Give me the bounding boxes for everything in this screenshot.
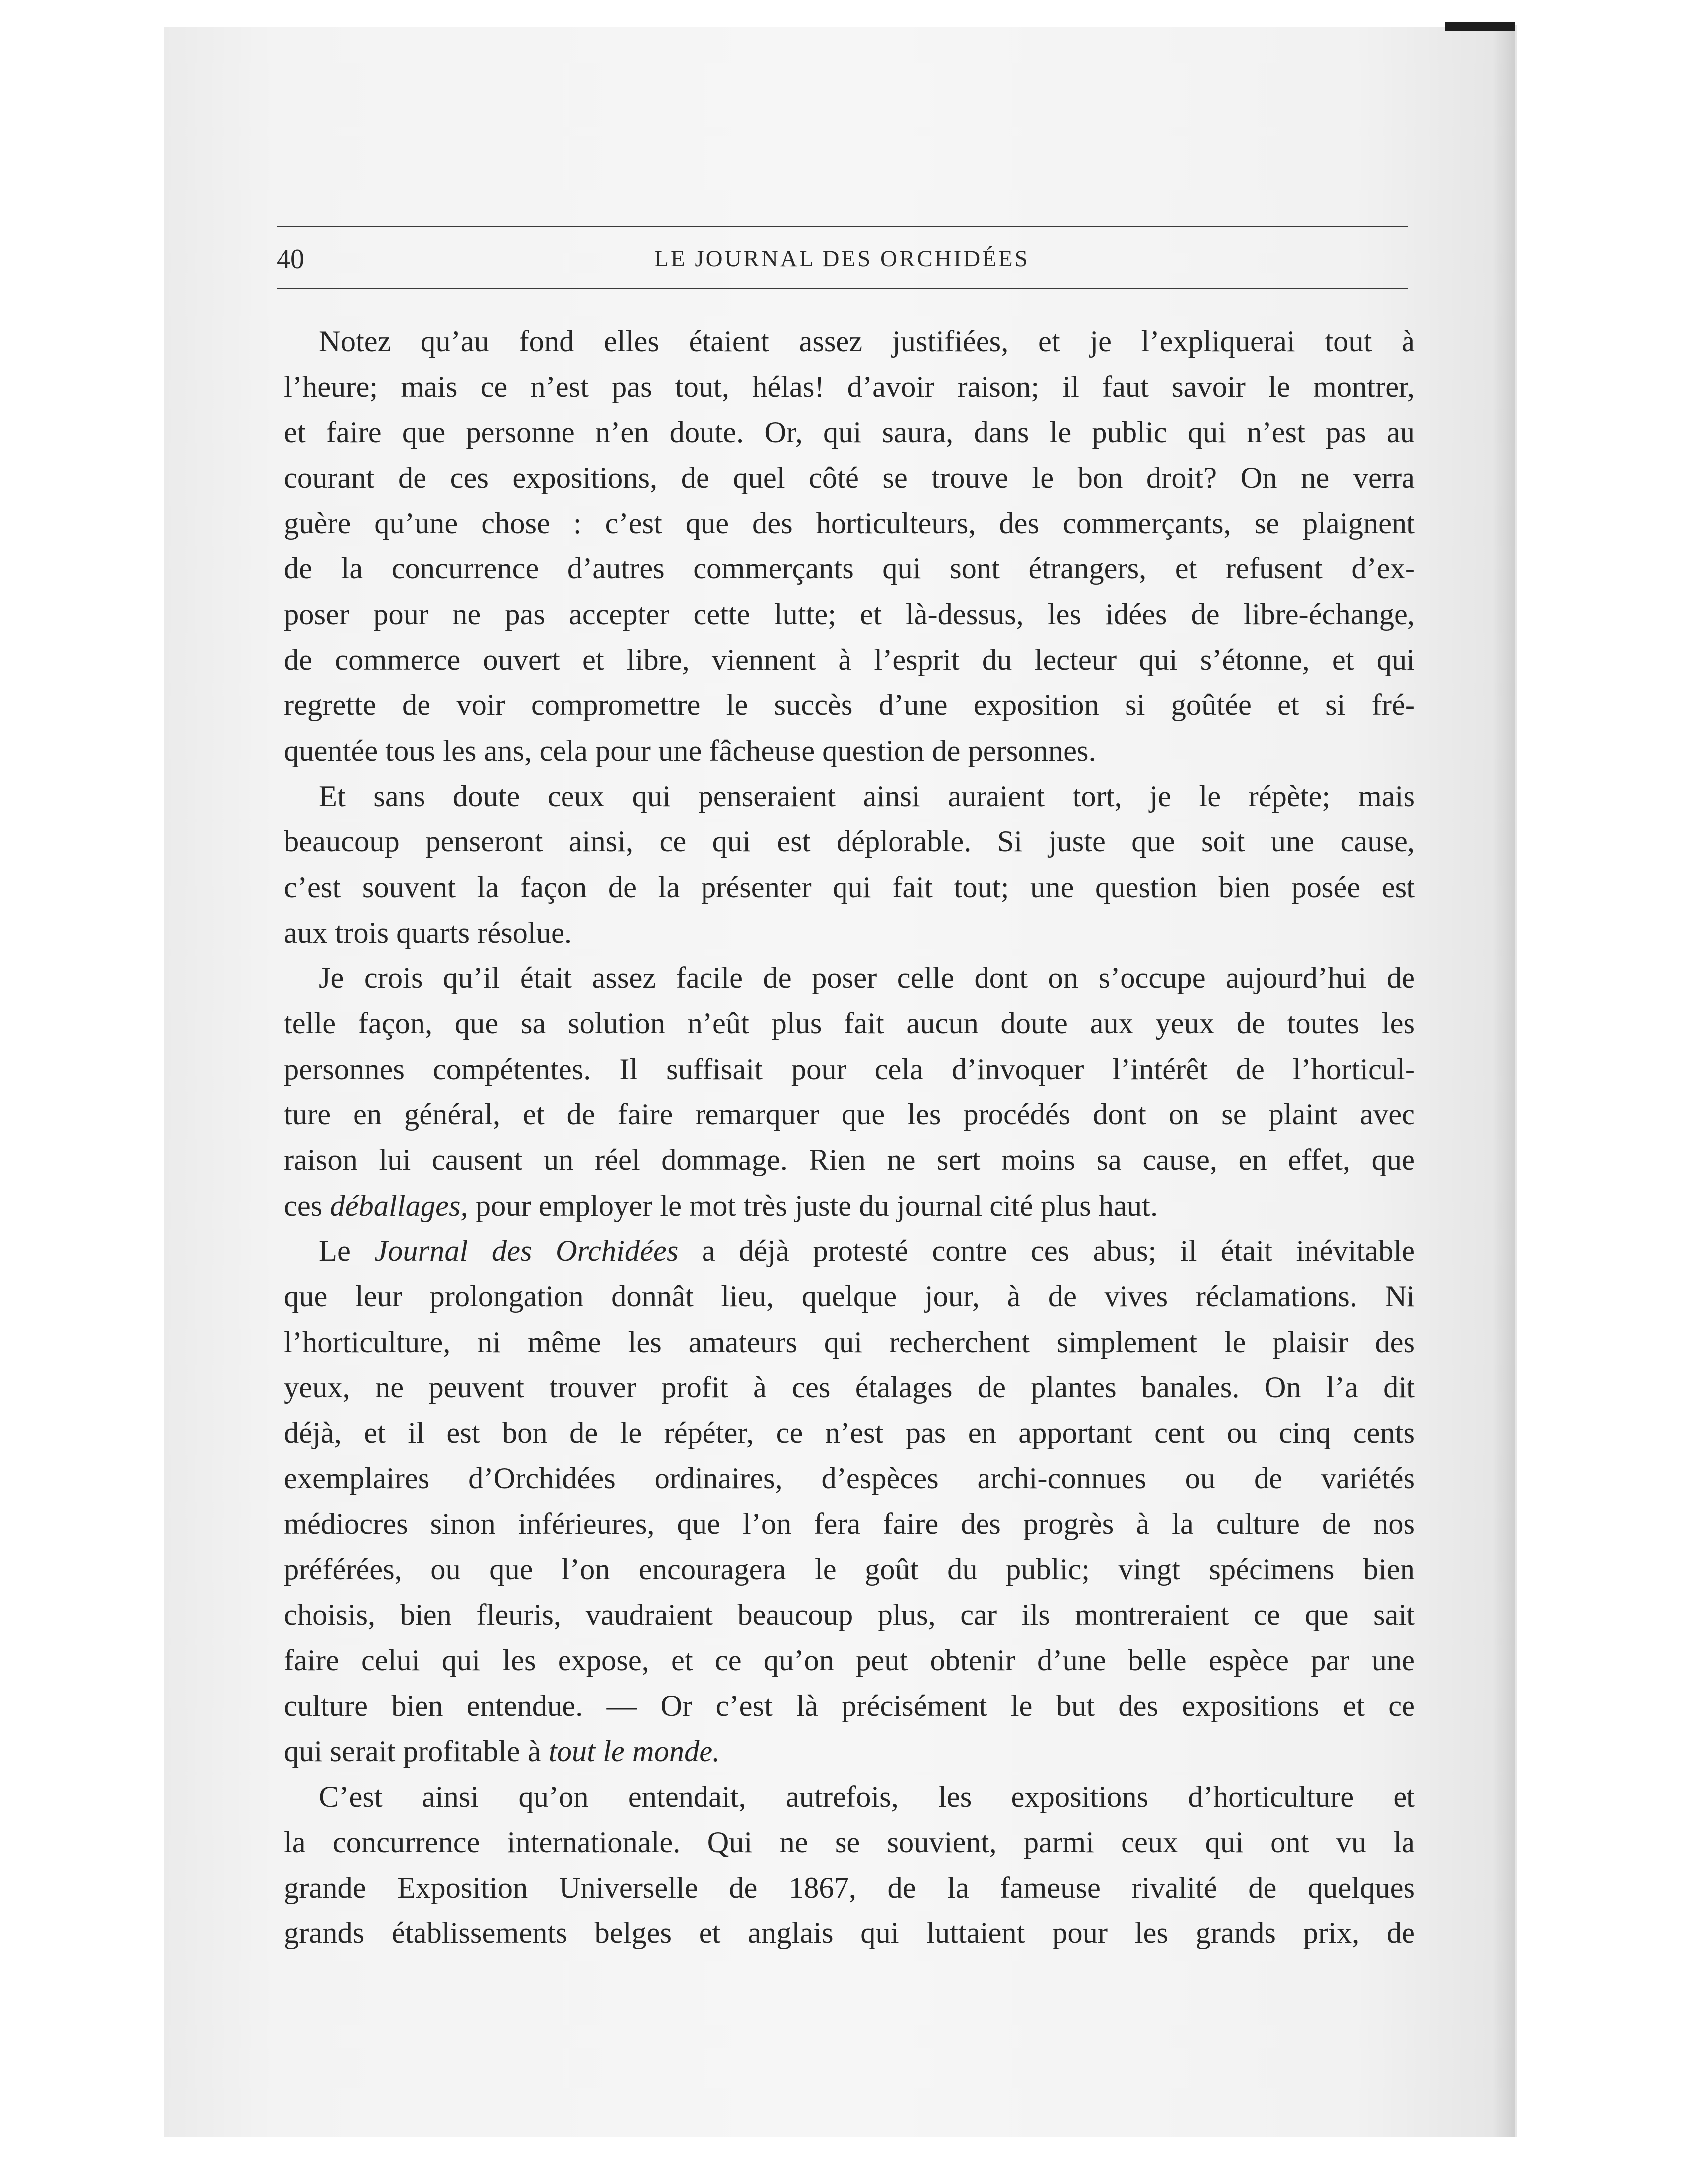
- text-line: raison lui causent un réel dommage. Rien ne sert moins sa cause, en effet, que: [284, 1143, 1415, 1177]
- text-line: la concurrence internationale. Qui ne se souvient, parmi ceux qui ont vu la: [284, 1825, 1415, 1859]
- text-line: faire celui qui les expose, et ce qu’on peut obtenir d’une belle espèce par une: [284, 1643, 1415, 1677]
- text-run: Le: [319, 1234, 375, 1268]
- text-line: ture en général, et de faire remarquer que les procédés dont on se plaint avec: [284, 1098, 1415, 1132]
- italic-term: déballages,: [330, 1189, 468, 1223]
- text-line: regrette de voir compromettre le succès d’une exposition si goûtée et si fré-: [284, 688, 1415, 722]
- text-line: médiocres sinon inférieures, que l’on fera faire des progrès à la culture de nos: [284, 1507, 1415, 1541]
- text-run: pour employer le mot très juste du journal cité plus haut.: [468, 1189, 1158, 1223]
- text-line: l’horticulture, ni même les amateurs qui recherchent simplement le plaisir des: [284, 1325, 1415, 1359]
- text-line: [284, 1183, 1415, 1228]
- text-line: déjà, et il est bon de le répéter, ce n’est pas en apportant cent ou cinq cents: [284, 1416, 1415, 1450]
- text-line: l’heure; mais ce n’est pas tout, hélas! d’avoir raison; il faut savoir le montrer,: [284, 370, 1415, 404]
- italic-title: Journal des Orchidées: [374, 1234, 679, 1268]
- text-line: guère qu’une chose : c’est que des horticulteurs, des commerçants, se plaignent: [284, 507, 1415, 541]
- text-line: poser pour ne pas accepter cette lutte; et là-dessus, les idées de libre-échange,: [284, 597, 1415, 631]
- scan-edge-mark: [1445, 22, 1515, 31]
- text-line: exemplaires d’Orchidées ordinaires, d’espèces archi-connues ou de variétés: [284, 1462, 1415, 1496]
- body-text: [284, 319, 1415, 1956]
- text-line: choisis, bien fleuris, vaudraient beaucoup plus, car ils montreraient ce que sait: [284, 1598, 1415, 1632]
- text-line: courant de ces expositions, de quel côté se trouve le bon droit? On ne verra: [284, 461, 1415, 495]
- text-line: c’est souvent la façon de la présenter qui fait tout; une question bien posée est: [284, 870, 1415, 904]
- text-line: que leur prolongation donnât lieu, quelque jour, à de vives réclamations. Ni: [284, 1280, 1415, 1314]
- text-line: grands établissements belges et anglais qui luttaient pour les grands prix, de: [284, 1916, 1415, 1950]
- italic-term: tout le monde.: [548, 1735, 720, 1769]
- page-number: 40: [277, 244, 304, 274]
- text-line: et faire que personne n’en doute. Or, qui saura, dans le public qui n’est pas au: [284, 415, 1415, 449]
- header-rule-bottom: [277, 288, 1408, 289]
- text-line: yeux, ne peuvent trouver profit à ces étalages de plantes banales. On l’a dit: [284, 1370, 1415, 1404]
- text-line: [284, 1729, 1415, 1774]
- page-edge-shadow: [1492, 25, 1517, 2137]
- header-rule-top: [277, 226, 1408, 227]
- text-line: de la concurrence d’autres commerçants qui sont étrangers, et refusent d’ex-: [284, 552, 1415, 586]
- text-line: préférées, ou que l’on encouragera le goût du public; vingt spécimens bien: [284, 1553, 1415, 1587]
- text-line: [284, 1228, 1415, 1274]
- running-head: LE JOURNAL DES ORCHIDÉES: [654, 246, 1030, 272]
- text-line: Je crois qu’il était assez facile de poser celle dont on s’occupe aujourd’hui de: [319, 961, 1415, 995]
- text-line: C’est ainsi qu’on entendait, autrefois, les expositions d’horticulture et: [319, 1780, 1415, 1814]
- text-line: grande Exposition Universelle de 1867, de la fameuse rivalité de quelques: [284, 1871, 1415, 1905]
- text-line: personnes compétentes. Il suffisait pour cela d’invoquer l’intérêt de l’horticul-: [284, 1052, 1415, 1086]
- text-run: a déjà protesté contre ces abus; il était inévitable: [678, 1234, 1415, 1268]
- text-run: qui serait profitable à: [284, 1735, 549, 1769]
- text-line: quentée tous les ans, cela pour une fâcheuse question de personnes.: [284, 734, 1096, 768]
- text-line: Et sans doute ceux qui penseraient ainsi auraient tort, je le répète; mais: [319, 779, 1415, 813]
- text-line: beaucoup penseront ainsi, ce qui est déplorable. Si juste que soit une cause,: [284, 825, 1415, 859]
- text-run: ces: [284, 1189, 330, 1223]
- text-line: de commerce ouvert et libre, viennent à l’esprit du lecteur qui s’étonne, et qui: [284, 643, 1415, 677]
- text-line: culture bien entendue. — Or c’est là précisément le but des expositions et ce: [284, 1689, 1415, 1723]
- text-line: aux trois quarts résolue.: [284, 916, 572, 950]
- text-line: telle façon, que sa solution n’eût plus fait aucun doute aux yeux de toutes les: [284, 1007, 1415, 1041]
- text-line: Notez qu’au fond elles étaient assez justifiées, et je l’expliquerai tout à: [319, 325, 1415, 358]
